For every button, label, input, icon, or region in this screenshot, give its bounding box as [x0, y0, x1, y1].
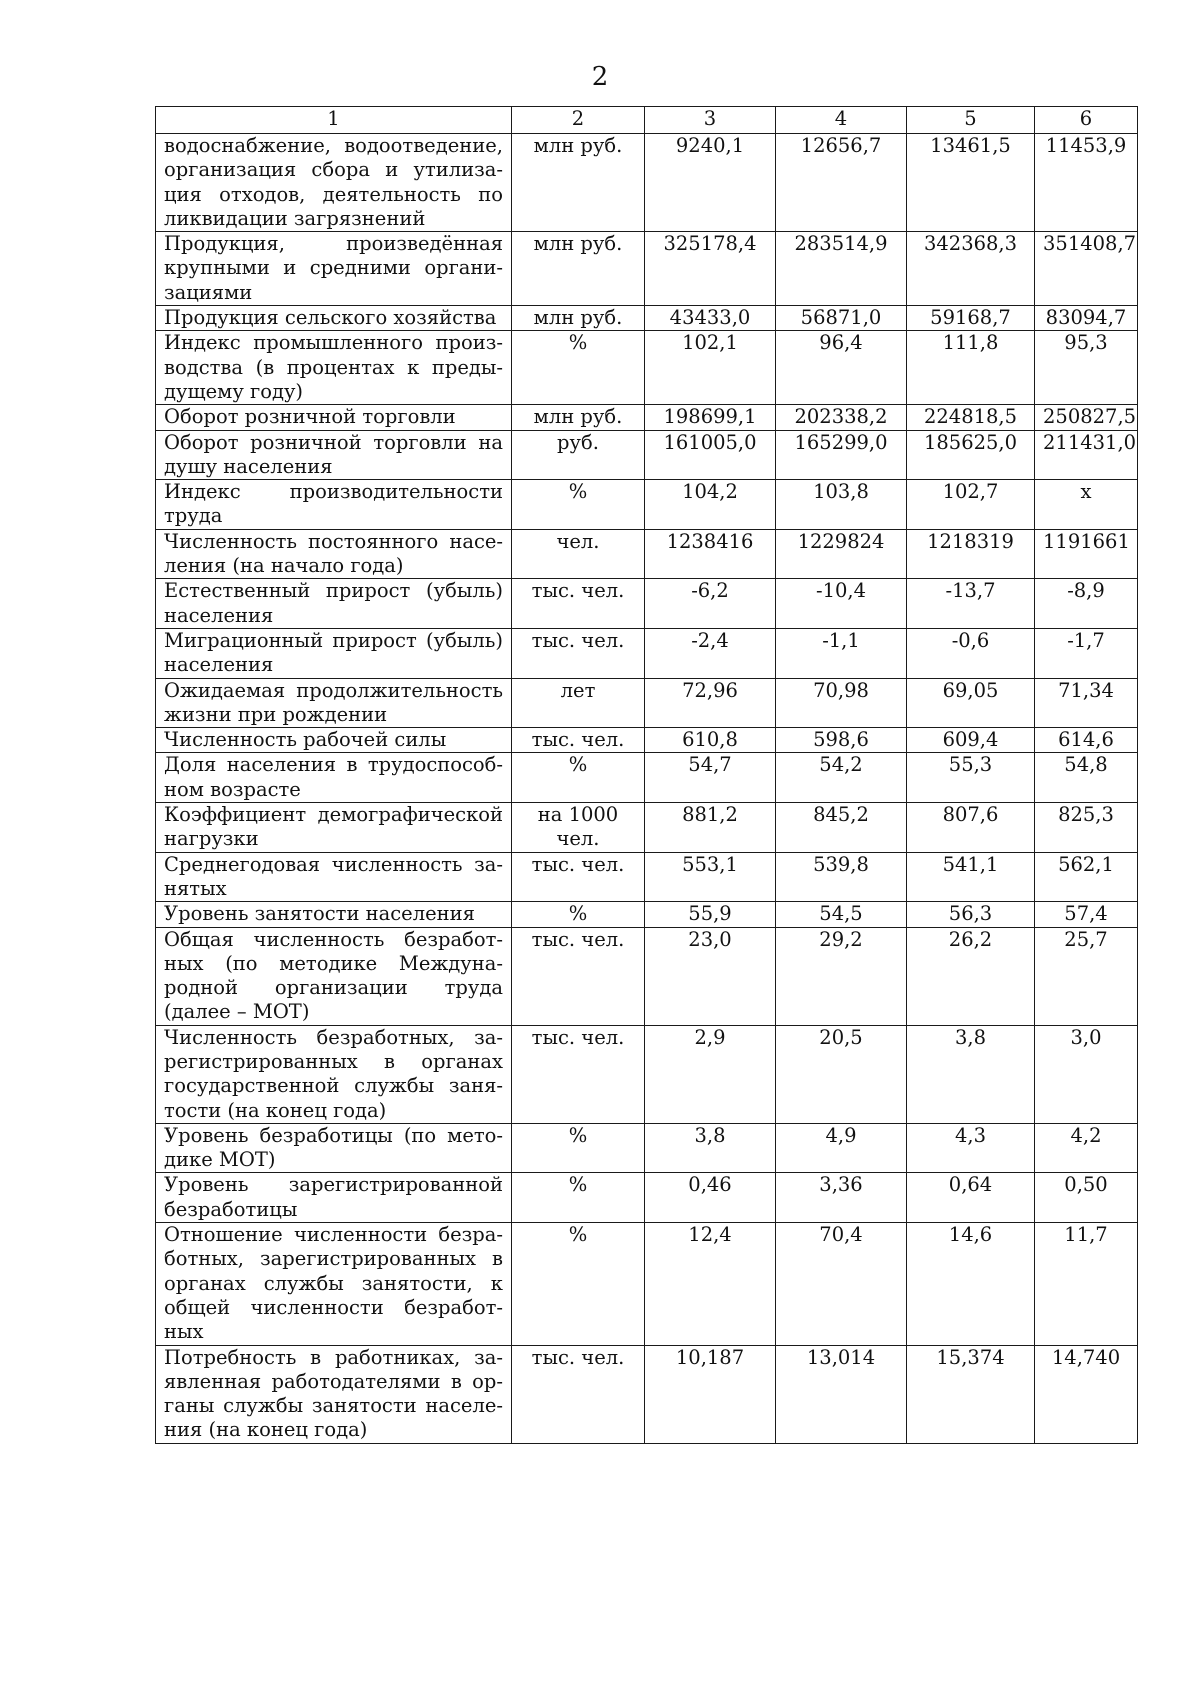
indicator-name-cell: Отношение численности безра-ботных, зарегистрированных в органах службы занятости, к общей численности безработ-ных [156, 1223, 512, 1345]
table-row [156, 1173, 1138, 1223]
indicator-name-cell: Доля населения в трудоспособ-ном возрасте [156, 753, 512, 803]
value-cell: 12,4 [645, 1223, 776, 1345]
value-cell: 185625,0 [907, 430, 1035, 480]
value-cell: 1218319 [907, 529, 1035, 579]
value-cell: 224818,5 [907, 405, 1035, 430]
unit-cell: тыс. чел. [512, 852, 645, 902]
table-row [156, 306, 1138, 331]
value-cell: 553,1 [645, 852, 776, 902]
unit-cell: % [512, 1123, 645, 1173]
indicator-name-cell: Естественный прирост (убыль) населения [156, 579, 512, 629]
indicator-name-cell: Уровень зарегистрированной безработицы [156, 1173, 512, 1223]
value-cell: 614,6 [1035, 728, 1138, 753]
value-cell: 54,2 [776, 753, 907, 803]
value-cell: 0,64 [907, 1173, 1035, 1223]
value-cell: 54,7 [645, 753, 776, 803]
value-cell: 202338,2 [776, 405, 907, 430]
table-row [156, 1223, 1138, 1345]
value-cell: -8,9 [1035, 579, 1138, 629]
value-cell: 57,4 [1035, 902, 1138, 927]
value-cell: 825,3 [1035, 803, 1138, 853]
indicator-name-cell: Потребность в работниках, за-явленная работодателями в ор-ганы службы занятости населе-ния (на конец года) [156, 1345, 512, 1443]
value-cell: 13,014 [776, 1345, 907, 1443]
value-cell: -1,1 [776, 628, 907, 678]
table-row [156, 134, 1138, 232]
unit-cell: % [512, 1173, 645, 1223]
indicator-name-cell: водоснабжение, водоотведение, организация сбора и утилиза-ция отходов, деятельность по ликвидации загрязнений [156, 134, 512, 232]
value-cell: 59168,7 [907, 306, 1035, 331]
indicator-name-cell: Численность рабочей силы [156, 728, 512, 753]
value-cell: 0,46 [645, 1173, 776, 1223]
table-row [156, 331, 1138, 405]
unit-cell: % [512, 902, 645, 927]
value-cell: 29,2 [776, 927, 907, 1025]
indicator-name-cell: Оборот розничной торговли на душу населения [156, 430, 512, 480]
value-cell: 3,36 [776, 1173, 907, 1223]
value-cell: 54,8 [1035, 753, 1138, 803]
indicator-name-cell: Продукция, произведённая крупными и средними органи-зациями [156, 232, 512, 306]
table-row [156, 927, 1138, 1025]
table-row [156, 678, 1138, 728]
indicator-name-cell: Продукция сельского хозяйства [156, 306, 512, 331]
column-number-header: 4 [776, 107, 907, 134]
value-cell: 11,7 [1035, 1223, 1138, 1345]
table-row [156, 628, 1138, 678]
value-cell: 23,0 [645, 927, 776, 1025]
value-cell: 104,2 [645, 480, 776, 530]
value-cell: 1191661 [1035, 529, 1138, 579]
value-cell: 342368,3 [907, 232, 1035, 306]
unit-cell: тыс. чел. [512, 1025, 645, 1123]
value-cell: -2,4 [645, 628, 776, 678]
value-cell: 70,98 [776, 678, 907, 728]
unit-cell: тыс. чел. [512, 1345, 645, 1443]
unit-cell: % [512, 753, 645, 803]
indicator-name-cell: Ожидаемая продолжительность жизни при рождении [156, 678, 512, 728]
indicator-name-cell: Индекс производительности труда [156, 480, 512, 530]
value-cell: 3,0 [1035, 1025, 1138, 1123]
value-cell: 14,6 [907, 1223, 1035, 1345]
table-row [156, 902, 1138, 927]
table-row [156, 728, 1138, 753]
column-number-header: 3 [645, 107, 776, 134]
table-row [156, 1025, 1138, 1123]
table-row [156, 803, 1138, 853]
value-cell: 95,3 [1035, 331, 1138, 405]
column-number-header: 6 [1035, 107, 1138, 134]
value-cell: 4,9 [776, 1123, 907, 1173]
value-cell: 198699,1 [645, 405, 776, 430]
value-cell: 541,1 [907, 852, 1035, 902]
indicator-name-cell: Общая численность безработ-ных (по методике Междуна-родной организации труда (далее – МОТ) [156, 927, 512, 1025]
page-number: 2 [591, 62, 609, 92]
table-row [156, 529, 1138, 579]
column-number-header: 2 [512, 107, 645, 134]
value-cell: 103,8 [776, 480, 907, 530]
unit-cell: тыс. чел. [512, 728, 645, 753]
value-cell: 283514,9 [776, 232, 907, 306]
indicator-name-cell: Уровень занятости населения [156, 902, 512, 927]
value-cell: 10,187 [645, 1345, 776, 1443]
value-cell: 70,4 [776, 1223, 907, 1345]
value-cell: 4,3 [907, 1123, 1035, 1173]
table-row [156, 852, 1138, 902]
value-cell: 161005,0 [645, 430, 776, 480]
value-cell: 881,2 [645, 803, 776, 853]
indicator-name-cell: Численность безработных, за-регистрированных в органах государственной службы заня-тости (на конец года) [156, 1025, 512, 1123]
value-cell: 102,7 [907, 480, 1035, 530]
value-cell: 69,05 [907, 678, 1035, 728]
value-cell: 3,8 [907, 1025, 1035, 1123]
value-cell: 11453,9 [1035, 134, 1138, 232]
value-cell: 102,1 [645, 331, 776, 405]
table-row [156, 430, 1138, 480]
value-cell: 55,3 [907, 753, 1035, 803]
unit-cell: % [512, 331, 645, 405]
value-cell: 3,8 [645, 1123, 776, 1173]
value-cell: 325178,4 [645, 232, 776, 306]
value-cell: 43433,0 [645, 306, 776, 331]
value-cell: 562,1 [1035, 852, 1138, 902]
indicator-name-cell: Оборот розничной торговли [156, 405, 512, 430]
value-cell: 211431,0 [1035, 430, 1138, 480]
column-number-header: 5 [907, 107, 1035, 134]
table-row [156, 579, 1138, 629]
table-header-row [156, 107, 1138, 134]
unit-cell: тыс. чел. [512, 579, 645, 629]
value-cell: 0,50 [1035, 1173, 1138, 1223]
unit-cell: тыс. чел. [512, 927, 645, 1025]
unit-cell: чел. [512, 529, 645, 579]
statistics-table [155, 106, 1138, 1444]
value-cell: 14,740 [1035, 1345, 1138, 1443]
value-cell: 96,4 [776, 331, 907, 405]
value-cell: 26,2 [907, 927, 1035, 1025]
indicator-name-cell: Миграционный прирост (убыль) населения [156, 628, 512, 678]
value-cell: -10,4 [776, 579, 907, 629]
unit-cell: млн руб. [512, 134, 645, 232]
unit-cell: лет [512, 678, 645, 728]
value-cell: 9240,1 [645, 134, 776, 232]
indicator-name-cell: Численность постоянного насе-ления (на начало года) [156, 529, 512, 579]
table-row [156, 232, 1138, 306]
value-cell: 15,374 [907, 1345, 1035, 1443]
value-cell: 1238416 [645, 529, 776, 579]
table-row [156, 405, 1138, 430]
value-cell: 807,6 [907, 803, 1035, 853]
indicator-name-cell: Коэффициент демографической нагрузки [156, 803, 512, 853]
indicator-name-cell: Среднегодовая численность за-нятых [156, 852, 512, 902]
table-row [156, 1345, 1138, 1443]
value-cell: 845,2 [776, 803, 907, 853]
value-cell: -13,7 [907, 579, 1035, 629]
value-cell: -1,7 [1035, 628, 1138, 678]
value-cell: 72,96 [645, 678, 776, 728]
value-cell: -0,6 [907, 628, 1035, 678]
value-cell: 1229824 [776, 529, 907, 579]
value-cell: 609,4 [907, 728, 1035, 753]
value-cell: 250827,5 [1035, 405, 1138, 430]
value-cell: 351408,7 [1035, 232, 1138, 306]
value-cell: 539,8 [776, 852, 907, 902]
table-row [156, 480, 1138, 530]
value-cell: 165299,0 [776, 430, 907, 480]
unit-cell: млн руб. [512, 306, 645, 331]
value-cell: 13461,5 [907, 134, 1035, 232]
column-number-header: 1 [156, 107, 512, 134]
value-cell: 4,2 [1035, 1123, 1138, 1173]
value-cell: 54,5 [776, 902, 907, 927]
value-cell: 12656,7 [776, 134, 907, 232]
unit-cell: руб. [512, 430, 645, 480]
value-cell: 83094,7 [1035, 306, 1138, 331]
value-cell: х [1035, 480, 1138, 530]
value-cell: 20,5 [776, 1025, 907, 1123]
unit-cell: млн руб. [512, 405, 645, 430]
unit-cell: тыс. чел. [512, 628, 645, 678]
value-cell: 71,34 [1035, 678, 1138, 728]
value-cell: 2,9 [645, 1025, 776, 1123]
value-cell: -6,2 [645, 579, 776, 629]
value-cell: 56,3 [907, 902, 1035, 927]
unit-cell: % [512, 480, 645, 530]
unit-cell: на 1000 чел. [512, 803, 645, 853]
table-row [156, 753, 1138, 803]
unit-cell: % [512, 1223, 645, 1345]
value-cell: 111,8 [907, 331, 1035, 405]
unit-cell: млн руб. [512, 232, 645, 306]
table-row [156, 1123, 1138, 1173]
indicator-name-cell: Индекс промышленного произ-водства (в процентах к преды-дущему году) [156, 331, 512, 405]
value-cell: 56871,0 [776, 306, 907, 331]
value-cell: 25,7 [1035, 927, 1138, 1025]
value-cell: 598,6 [776, 728, 907, 753]
value-cell: 610,8 [645, 728, 776, 753]
indicator-name-cell: Уровень безработицы (по мето-дике МОТ) [156, 1123, 512, 1173]
value-cell: 55,9 [645, 902, 776, 927]
